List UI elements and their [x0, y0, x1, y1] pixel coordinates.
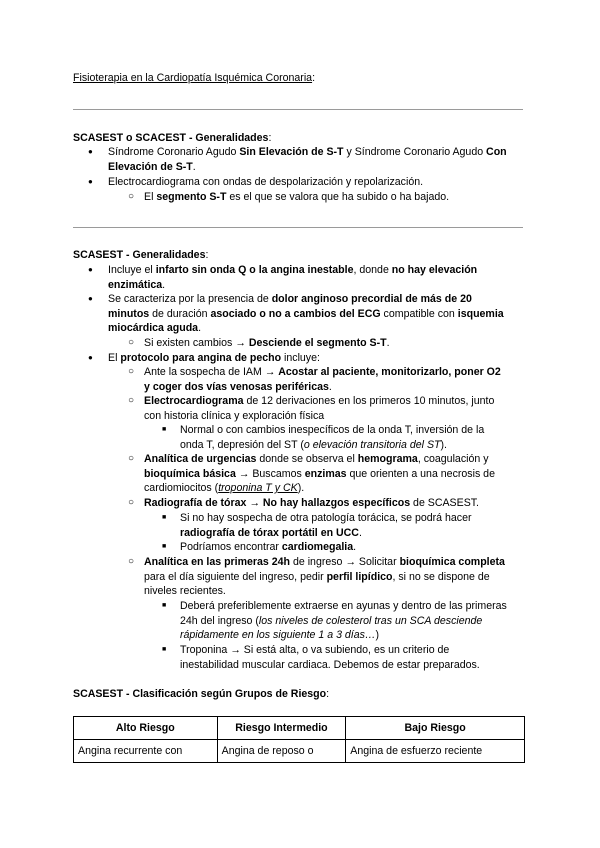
divider [73, 227, 523, 228]
list-item: ○ Analítica en las primeras 24h de ingreso → Solicitar bioquímica completa para el día siguiente del ingreso, pedir perfil lipídico, si no se dispone de niveles recientes. [128, 556, 505, 597]
circle-bullet-icon: ○ [128, 395, 135, 406]
section-heading-generalidades-1: SCASEST o SCACEST - Generalidades: [73, 132, 272, 144]
circle-bullet-icon: ○ [128, 453, 135, 464]
circle-bullet-icon: ○ [128, 337, 135, 348]
table-header-row [74, 717, 525, 740]
list-item: ● Incluye el infarto sin onda Q o la angina inestable, donde no hay elevación enzimática. [88, 264, 478, 291]
page-title: Fisioterapia en la Cardiopatía Isquémica Coronaria: [73, 72, 316, 84]
list-item: ■ Normal o con cambios inespecíficos de la onda T, inversión de la onda T, depresión del ST (o elevación transitoria del ST). [162, 424, 485, 451]
section-heading-clasificacion: SCASEST - Clasificación según Grupos de Riesgo: [73, 688, 330, 700]
list-item: ■ Si no hay sospecha de otra patología torácica, se podrá hacer radiografía de tórax portátil en UCC. [162, 512, 472, 539]
list-item: ○ Si existen cambios → Desciende el segmento S-T. [128, 337, 390, 349]
circle-bullet-icon: ○ [128, 497, 135, 508]
list-item: ○ El segmento S-T es el que se valora que ha subido o ha bajado. [128, 191, 450, 203]
header-bajo-riesgo: Bajo Riesgo [346, 717, 525, 740]
table-row [74, 740, 525, 763]
list-item: ■ Podríamos encontrar cardiomegalia. [162, 541, 357, 553]
list-item: ○ Electrocardiograma de 12 derivaciones en los primeros 10 minutos, junto con historia clínica y exploración física [128, 395, 495, 422]
list-item: ■ Deberá preferiblemente extraerse en ayunas y dentro de las primeras 24h del ingreso (los niveles de colesterol tras un SCA desciende rápidamente en los siguiente 1 a 3 días…) [162, 600, 507, 641]
header-alto-riesgo: Alto Riesgo [74, 717, 218, 740]
bullet-icon: ● [88, 294, 93, 303]
risk-table [73, 716, 525, 763]
square-bullet-icon: ■ [162, 646, 167, 653]
list-item: ■ Troponina → Si está alta, o va subiendo, es un criterio de inestabilidad muscular cardiaca. Debemos de estar preparados. [162, 644, 480, 671]
table-cell: Angina de reposo o [217, 740, 346, 763]
bullet-icon: ● [88, 353, 93, 362]
bullet-icon: ● [88, 177, 93, 186]
section-heading-generalidades-2: SCASEST - Generalidades: [73, 249, 209, 261]
circle-bullet-icon: ○ [128, 191, 135, 202]
bullet-icon: ● [88, 265, 93, 274]
list-item: ○ Ante la sospecha de IAM → Acostar al paciente, monitorizarlo, poner O2 y coger dos vías venosas periféricas. [128, 366, 501, 393]
list-item: ● Síndrome Coronario Agudo Sin Elevación de S-T y Síndrome Coronario Agudo Con Elevación de S-T. [88, 146, 507, 173]
square-bullet-icon: ■ [162, 543, 167, 550]
square-bullet-icon: ■ [162, 514, 167, 521]
bullet-icon: ● [88, 147, 93, 156]
list-item: ● El protocolo para angina de pecho incluye: [88, 352, 320, 364]
list-item: ○ Radiografía de tórax → No hay hallazgos específicos de SCASEST. [128, 497, 479, 509]
list-item: ● Electrocardiograma con ondas de despolarización y repolarización. [88, 176, 424, 188]
list-item: ● Se caracteriza por la presencia de dolor anginoso precordial de más de 20 minutos de duración asociado o no a cambios del ECG compatible con isquemia miocárdica aguda. [88, 293, 504, 334]
header-riesgo-intermedio: Riesgo Intermedio [217, 717, 346, 740]
circle-bullet-icon: ○ [128, 556, 135, 567]
circle-bullet-icon: ○ [128, 366, 135, 377]
square-bullet-icon: ■ [162, 602, 167, 609]
list-item: ○ Analítica de urgencias donde se observa el hemograma, coagulación y bioquímica básica → Buscamos enzimas que orienten a una necrosis de cardiomiocitos (troponina T y CK). [128, 453, 495, 494]
table-cell: Angina de esfuerzo reciente [346, 740, 525, 763]
divider [73, 109, 523, 110]
table-cell: Angina recurrente con [74, 740, 218, 763]
square-bullet-icon: ■ [162, 426, 167, 433]
